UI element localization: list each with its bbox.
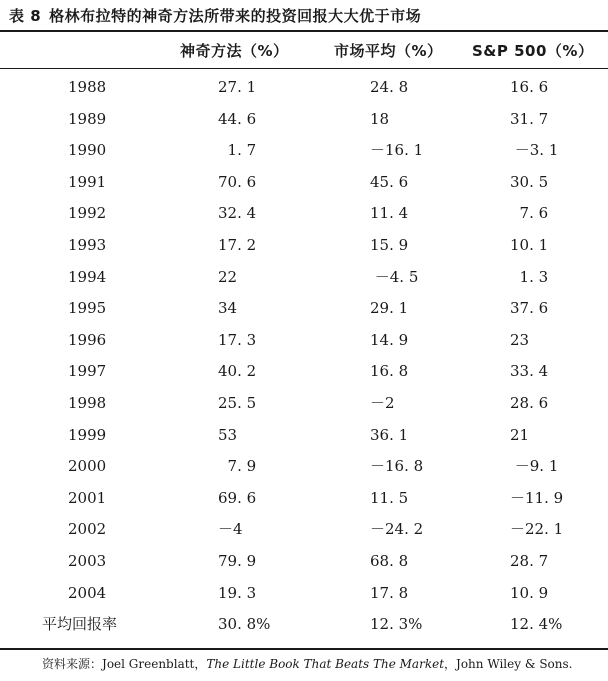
row-year: 1998 (68, 393, 107, 412)
table-row (0, 420, 608, 452)
average-magic: 30. 8% (218, 615, 271, 634)
row-magic: －4 (218, 520, 243, 539)
row-sp500: 7. 6 (510, 204, 549, 223)
row-market: 17. 8 (370, 583, 409, 602)
row-magic: 53 (218, 425, 238, 444)
row-magic: 44. 6 (218, 109, 257, 128)
source-note (42, 652, 572, 676)
row-sp500: 10. 1 (510, 235, 549, 254)
row-sp500: －22. 1 (510, 520, 564, 539)
row-year: 2001 (68, 488, 107, 507)
table-body (0, 72, 608, 641)
row-magic: 32. 4 (218, 204, 257, 223)
top-rule (0, 30, 608, 32)
table-row (0, 135, 608, 167)
row-sp500: －3. 1 (510, 141, 559, 160)
row-market: －16. 8 (370, 457, 424, 476)
row-sp500: 31. 7 (510, 109, 549, 128)
average-market: 12. 3% (370, 615, 423, 634)
table-number: 表 8 (9, 7, 42, 25)
row-market: 18 (370, 109, 390, 128)
row-year: 2004 (68, 583, 107, 602)
table-row (0, 167, 608, 199)
table-row (0, 104, 608, 136)
row-sp500: 1. 3 (510, 267, 549, 286)
row-market: 45. 6 (370, 172, 409, 191)
row-market: 68. 8 (370, 551, 409, 570)
table-row (0, 451, 608, 483)
row-sp500: 33. 4 (510, 362, 549, 381)
row-year: 1993 (68, 235, 107, 254)
row-market: 11. 4 (370, 204, 409, 223)
row-market: 11. 5 (370, 488, 409, 507)
row-year: 2003 (68, 551, 107, 570)
source-publisher: ，John Wiley & Sons. (444, 657, 573, 671)
row-market: 16. 8 (370, 362, 409, 381)
row-year: 1997 (68, 362, 107, 381)
row-magic: 79. 9 (218, 551, 257, 570)
source-author: Joel Greenblatt， (102, 657, 207, 671)
row-magic: 19. 3 (218, 583, 257, 602)
row-year: 1989 (68, 109, 107, 128)
row-market: －16. 1 (370, 141, 424, 160)
row-magic: 1. 7 (218, 141, 257, 160)
row-sp500: 37. 6 (510, 299, 549, 318)
row-year: 2002 (68, 520, 107, 539)
row-magic: 27. 1 (218, 78, 257, 96)
row-magic: 17. 2 (218, 235, 257, 254)
table-row (0, 293, 608, 325)
row-magic: 40. 2 (218, 362, 257, 381)
row-market: 24. 8 (370, 78, 409, 96)
row-year: 1999 (68, 425, 107, 444)
row-sp500: －9. 1 (510, 457, 559, 476)
row-sp500: 30. 5 (510, 172, 549, 191)
row-year: 1994 (68, 267, 107, 286)
source-book: The Little Book That Beats The Market (206, 657, 445, 671)
row-year: 1988 (68, 78, 107, 96)
average-label: 平均回报率 (42, 615, 118, 634)
row-sp500: 16. 6 (510, 78, 549, 96)
table-row (0, 230, 608, 262)
row-market: 14. 9 (370, 330, 409, 349)
header-market-average: 市场平均（%） (334, 42, 443, 60)
table-row (0, 325, 608, 357)
row-magic: 7. 9 (218, 457, 257, 476)
row-year: 1990 (68, 141, 107, 160)
header-sp500: S&P 500（%） (472, 42, 594, 60)
table-row (0, 514, 608, 546)
table-row (0, 262, 608, 294)
table-caption (9, 3, 421, 29)
row-year: 1991 (68, 172, 107, 191)
table-row (0, 72, 608, 104)
row-year: 1992 (68, 204, 107, 223)
row-year: 1995 (68, 299, 107, 318)
row-magic: 25. 5 (218, 393, 257, 412)
header-magic-formula: 神奇方法（%） (180, 42, 289, 60)
row-magic: 34 (218, 299, 238, 318)
row-magic: 17. 3 (218, 330, 257, 349)
bottom-rule (0, 648, 608, 650)
row-market: －24. 2 (370, 520, 424, 539)
row-sp500: 28. 6 (510, 393, 549, 412)
row-market: 15. 9 (370, 235, 409, 254)
source-label: 资料来源： (42, 657, 103, 671)
row-magic: 22 (218, 267, 238, 286)
table-row (0, 356, 608, 388)
row-sp500: 28. 7 (510, 551, 549, 570)
row-sp500: 10. 9 (510, 583, 549, 602)
table-title: 格林布拉特的神奇方法所带来的投资回报大大优于市场 (49, 7, 422, 25)
row-market: 36. 1 (370, 425, 409, 444)
table-row (0, 578, 608, 610)
row-magic: 70. 6 (218, 172, 257, 191)
row-sp500: －11. 9 (510, 488, 564, 507)
header-rule (0, 68, 608, 69)
table-row (0, 198, 608, 230)
row-year: 2000 (68, 457, 107, 476)
row-market: －4. 5 (370, 267, 419, 286)
average-sp500: 12. 4% (510, 615, 563, 634)
row-market: －2 (370, 393, 395, 412)
table-row (0, 388, 608, 420)
row-sp500: 23 (510, 330, 530, 349)
table-row (0, 546, 608, 578)
row-year: 1996 (68, 330, 107, 349)
average-row (0, 609, 608, 641)
table-row (0, 483, 608, 515)
row-sp500: 21 (510, 425, 530, 444)
table-header (0, 34, 608, 68)
row-market: 29. 1 (370, 299, 409, 318)
row-magic: 69. 6 (218, 488, 257, 507)
